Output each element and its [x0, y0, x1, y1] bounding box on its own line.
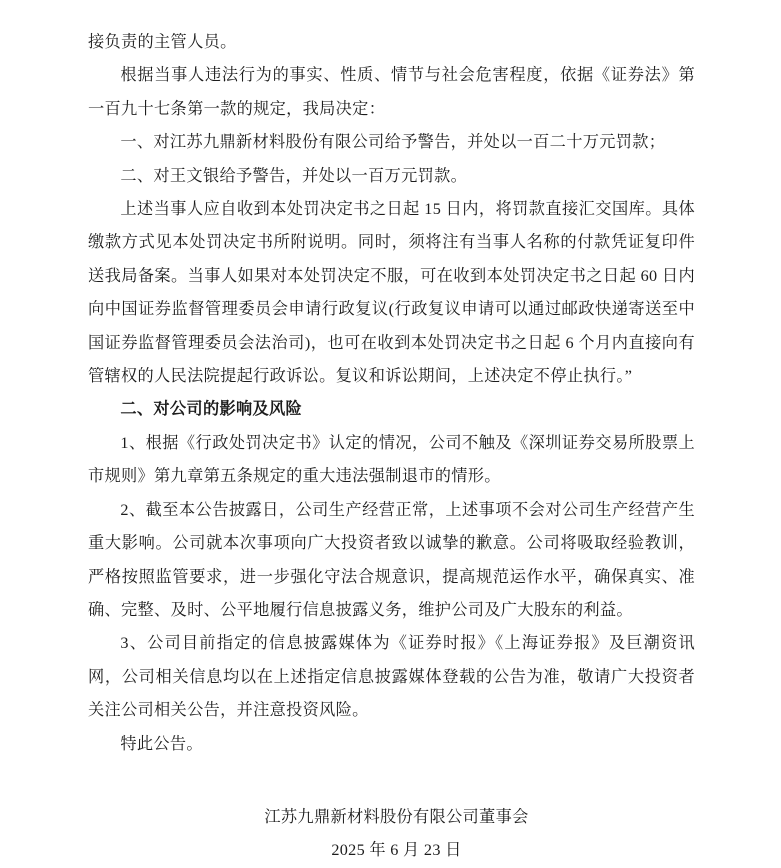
- paragraph-penalty-item-two: 二、对王文银给予警告，并处以一百万元罚款。: [120, 166, 468, 185]
- list-item-disclosure-media: 3、公司目前指定的信息披露媒体为《证券时报》《上海证券报》及巨潮资讯网，公司相关信息均以在上述指定信息披露媒体登载的公告为准，敬请广大投资者关注公司相关公告，并注意投资风险。: [88, 634, 695, 720]
- signature-company-name: 江苏九鼎新材料股份有限公司董事会: [264, 807, 529, 826]
- paragraph-closing-notice: 特此公告。: [120, 734, 203, 753]
- list-item-operations-normal: 2、截至本公告披露日，公司生产经营正常，上述事项不会对公司生产经营产生重大影响。公司就本次事项向广大投资者致以诚挚的歉意。公司将吸取经验教训，严格按照监管要求，进一步强化守法合规意识，提高规范运作水平，确保真实、准确、完整、及时、公平地履行信息披露义务，维护公司及广大股东的利益。: [88, 500, 695, 619]
- list-item-delisting-risk: 1、根据《行政处罚决定书》认定的情况，公司不触及《深圳证券交易所股票上市规则》第九章第五条规定的重大违法强制退市的情形。: [88, 433, 695, 486]
- document-body: [88, 26, 695, 868]
- paragraph-payment-and-appeal: 上述当事人应自收到本处罚决定书之日起 15 日内，将罚款直接汇交国库。具体缴款方式见本处罚决定书所附说明。同时，须将注有当事人名称的付款凭证复印件送我局备案。当事人如果对本处罚决定不服，可在收到本处罚决定书之日起 60 日内向中国证券监督管理委员会申请行政复议(行政复议申请可以通过邮政快递寄送至中国证券监督管理委员会法治司)，也可在收到本处罚决定书之日起 6 个月内直接向有管辖权的人民法院提起行政诉讼。复议和诉讼期间，上述决定不停止执行。”: [88, 200, 695, 386]
- paragraph-continuation: 接负责的主管人员。: [88, 33, 237, 51]
- section-heading-impact-and-risk: 二、对公司的影响及风险: [120, 400, 303, 419]
- paragraph-legal-basis: 根据当事人违法行为的事实、性质、情节与社会危害程度，依据《证券法》第一百九十七条第一款的规定，我局决定：: [88, 66, 695, 118]
- signature-date: 2025 年 6 月 23 日: [331, 841, 462, 860]
- paragraph-penalty-item-one: 一、对江苏九鼎新材料股份有限公司给予警告，并处以一百二十万元罚款；: [120, 133, 666, 152]
